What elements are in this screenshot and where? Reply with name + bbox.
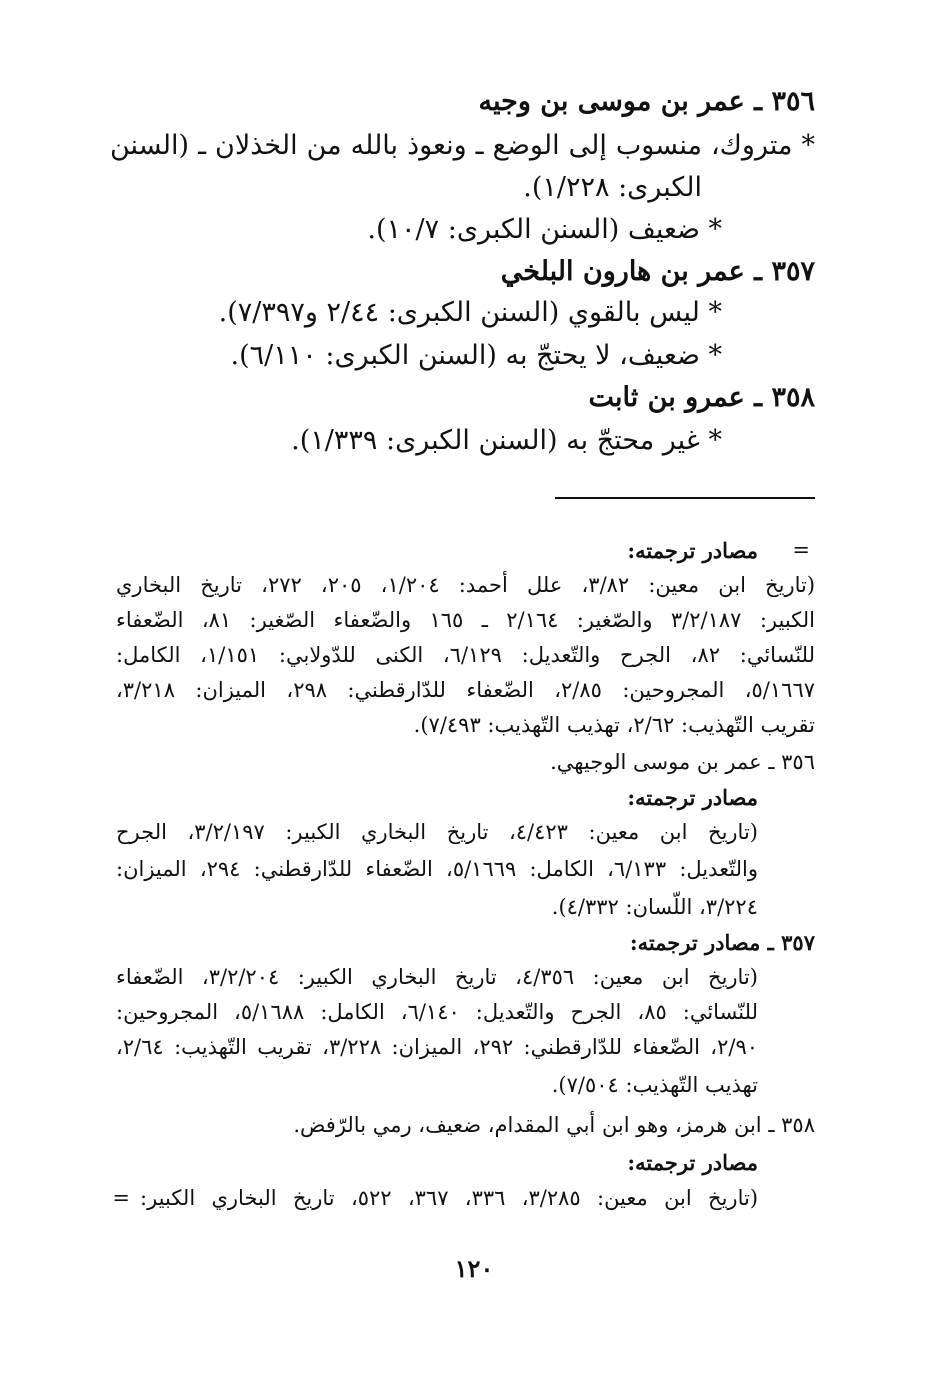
footnote-357-line-4: تهذيب التّهذيب: ٧/٥٠٤). (551, 1073, 758, 1097)
footnote-358-heading: مصادر ترجمته: (627, 1150, 758, 1175)
entry-357-heading: ٣٥٧ ـ عمر بن هارون البلخي (500, 256, 815, 287)
entry-356-line-3: * ضعيف (السنن الكبرى: ١٠/٧). (367, 214, 722, 245)
footnote-356-heading: مصادر ترجمته: (627, 785, 758, 810)
footnote-356-line-1: (تاريخ ابن معين: ٤/٤٢٣، تاريخ البخاري الكبير: ٣/٢/١٩٧، الجرح (116, 820, 758, 844)
page-number: ١٢٠ (454, 1254, 494, 1283)
footnote-358-continued-mark: = (112, 1186, 130, 1210)
footnote-cont-line-2: الكبير: ٣/٢/١٨٧ والصّغير: ٢/١٦٤ ـ ١٦٥ والضّعفاء الصّغير: ٨١، الضّعفاء (116, 608, 815, 632)
entry-357-line-2: * ضعيف، لا يحتجّ به (السنن الكبرى: ٦/١١٠). (230, 340, 722, 371)
footnote-356-title: ٣٥٦ ـ عمر بن موسى الوجيهي. (550, 750, 815, 774)
footnote-357-line-2: للنّسائي: ٨٥، الجرح والتّعديل: ٦/١٤٠، الكامل: ٥/١٦٨٨، المجروحين: (116, 1000, 758, 1024)
footnote-cont-line-4: ٥/١٦٦٧، المجروحين: ٢/٨٥، الضّعفاء للدّارقطني: ٢٩٨، الميزان: ٣/٢١٨، (116, 678, 816, 702)
footnote-358-line-1: (تاريخ ابن معين: ٣/٢٨٥، ٣٣٦، ٣٦٧، ٥٢٢، تاريخ البخاري الكبير: (140, 1186, 759, 1210)
footnote-358-title: ٣٥٨ ـ ابن هرمز، وهو ابن أبي المقدام، ضعيف، رمي بالرّفض. (293, 1113, 815, 1137)
entry-356-line-2: الكبرى: ١/٢٢٨). (523, 172, 702, 203)
entry-356-line-1: * متروك، منسوب إلى الوضع ـ ونعوذ بالله من الخذلان ـ (السنن (110, 130, 815, 161)
footnote-separator (555, 497, 815, 499)
footnote-356-line-2: والتّعديل: ٦/١٣٣، الكامل: ٥/١٦٦٩، الضّعفاء للدّارقطني: ٢٩٤، الميزان: (116, 857, 759, 881)
footnote-cont-line-1: (تاريخ ابن معين: ٣/٨٢، علل أحمد: ١/٢٠٤، ٢٠٥، ٢٧٢، تاريخ البخاري (116, 573, 816, 597)
footnote-continued-mark: = (792, 538, 810, 562)
footnote-357-line-3: ٢/٩٠، الضّعفاء للدّارقطني: ٢٩٢، الميزان: ٣/٢٢٨، تقريب التّهذيب: ٢/٦٤، (116, 1035, 759, 1059)
footnote-cont-heading: مصادر ترجمته: (627, 538, 758, 563)
footnote-357-line-1: (تاريخ ابن معين: ٤/٣٥٦، تاريخ البخاري الكبير: ٣/٢/٢٠٤، الضّعفاء (116, 965, 758, 989)
entry-358-heading: ٣٥٨ ـ عمرو بن ثابت (588, 382, 815, 413)
footnote-357-heading: ٣٥٧ ـ مصادر ترجمته: (629, 930, 815, 955)
footnote-cont-line-5: تقريب التّهذيب: ٢/٦٢، تهذيب التّهذيب: ٧/٤٩٣). (413, 713, 815, 737)
entry-356-heading: ٣٥٦ ـ عمر بن موسى بن وجيه (478, 86, 815, 117)
entry-358-line-1: * غير محتجّ به (السنن الكبرى: ١/٣٣٩). (291, 425, 722, 456)
footnote-356-line-3: ٣/٢٢٤، اللّسان: ٤/٣٣٢). (551, 895, 758, 919)
footnote-cont-line-3: للنّسائي: ٨٢، الجرح والتّعديل: ٦/١٢٩، الكنى للدّولابي: ١/١٥١، الكامل: (116, 643, 815, 667)
entry-357-line-1: * ليس بالقوي (السنن الكبرى: ٢/٤٤ و٧/٣٩٧). (218, 297, 722, 328)
